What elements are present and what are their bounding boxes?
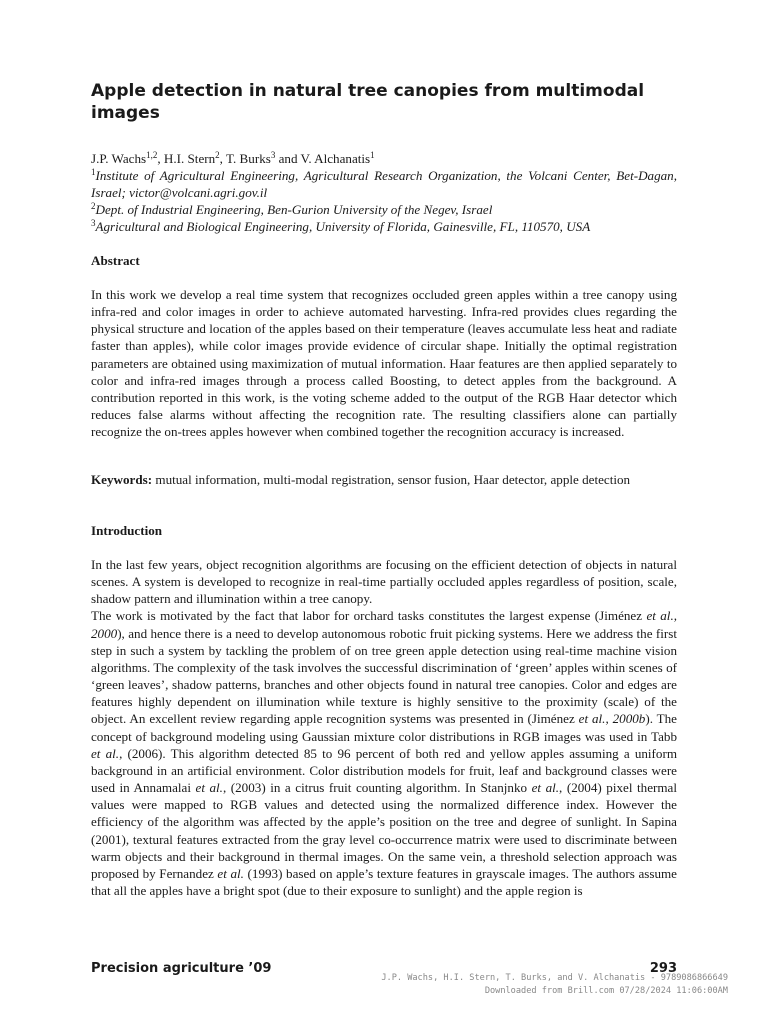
intro-text: ). The concept of background modeling using Gaussian mixture color distributions in RGB images was used in Tabb <box>91 711 677 744</box>
author-sup: 2 <box>215 150 220 160</box>
intro-text: , (2006). This algorithm detected 85 to 96 percent of both red and yellow apples assuming a uniform background in an artificial environment. Color distribution models for fruit, leaf and background classes were used in Annamalai <box>91 745 678 796</box>
citation-etal: et al. <box>195 780 223 796</box>
affiliation-sup: 1 <box>91 167 96 177</box>
footer-journal: Precision agriculture ’09 <box>91 961 272 976</box>
affiliation-text: Institute of Agricultural Engineering, Agricultural Research Organization, the Volcani Center, Bet-Dagan, Israel; victor@volcani.agri.gov.il <box>91 168 677 200</box>
download-watermark <box>381 972 728 998</box>
citation-etal: et al., 2000 <box>91 608 677 641</box>
intro-text: ), and hence there is a need to develop autonomous robotic fruit picking systems. Here we address the first step in such a system by tackling the problem of on tree green apple detection using real-time machine vision algorithms. The complexity of the task involves the successful discrimination of ‘green’ apples within scenes of ‘green leaves’, shadow patterns, branches and other objects found in natural tree canopies. Color and edges are features highly dependent on illumination while texture is highly sensitive to the proximity (scale) of the object. An excellent review regarding apple recognition systems was presented in (Jiménez <box>91 625 677 727</box>
affiliation-3 <box>91 218 677 235</box>
author-sup: 3 <box>270 150 276 160</box>
watermark-line-2: Downloaded from Brill.com 07/28/2024 11:06:00AM <box>484 986 728 996</box>
author-name: J.P. Wachs <box>91 151 147 166</box>
page-number: 293 <box>649 961 677 976</box>
author-sup: 1,2 <box>146 150 158 160</box>
intro-text: , (2004) pixel thermal values were mapped to RGB values and detected using the normalized difference index. However the efficiency of the algorithm was affected by the apple’s position on the tree and degree of sunlight. In Sapina (2001), textural features extracted from the gray level co-occurrence matrix were used to discriminate between warm objects and their background in thermal images. On the same vein, a threshold selection approach was proposed by Fernandez <box>91 780 677 881</box>
citation-etal: et al. <box>217 865 244 881</box>
abstract-text: In this work we develop a real time system that recognizes occluded green apples within a tree canopy using infra-red and color images in order to achieve automated harvesting. Infra-red provides clues regarding the physical structure and location of the apples based on their temperature (leaves accumulate less heat and radiate faster than apples), while color images provide evidence of circular shape. Initially the optimal registration parameters are obtained using maximization of mutual information. Haar features are then applied separately to color and infra-red images through a process called Boosting, to detect apples from the background. A contribution reported in this work, is the voting scheme added to the output of the RGB Haar detector which reduces false alarms without affecting the recognition rate. The resulting classifiers alone can partially recognize the on-trees apples however when combined together the recognition accuracy is increased. <box>91 287 677 440</box>
intro-paragraph-1: In the last few years, object recognition algorithms are focusing on the efficient detection of objects in natural scenes. A system is developed to recognize in real-time partially occluded apples regardless of position, scale, shadow pattern and illumination within a tree canopy. <box>91 557 677 607</box>
author-name: and V. Alchanatis <box>275 151 371 166</box>
affiliation-2 <box>91 201 677 218</box>
abstract-heading: Abstract <box>91 253 140 268</box>
citation-etal: et al., 2000b <box>578 711 646 727</box>
affiliation-text: Agricultural and Biological Engineering, University of Florida, Gainesville, FL, 110570, USA <box>95 219 591 234</box>
author-name: , T. Burks <box>219 151 271 166</box>
intro-paragraph-2 <box>91 607 677 899</box>
keywords-text: mutual information, multi-modal registration, sensor fusion, Haar detector, apple detection <box>152 472 631 487</box>
author-name: , H.I. Stern <box>157 151 216 166</box>
paper-title: Apple detection in natural tree canopies from multimodal images <box>91 81 645 123</box>
intro-text: , (2003) in a citrus fruit counting algorithm. In Stanjnko <box>222 780 532 796</box>
affiliation-text: Dept. of Industrial Engineering, Ben-Gurion University of the Negev, Israel <box>95 202 493 217</box>
author-list <box>91 150 677 167</box>
watermark-line-1: J.P. Wachs, H.I. Stern, T. Burks, and V. Alchanatis - 9789086866649 <box>381 973 728 983</box>
introduction-heading: Introduction <box>91 523 163 538</box>
citation-etal: et al. <box>531 780 560 796</box>
intro-text: The work is motivated by the fact that labor for orchard tasks constitutes the largest expense (Jiménez <box>91 608 647 624</box>
affiliation-sup: 3 <box>91 218 96 228</box>
citation-etal: et al. <box>91 745 120 761</box>
keywords <box>91 471 677 488</box>
affiliation-sup: 2 <box>91 201 96 211</box>
intro-text: (1993) based on apple’s texture features in grayscale images. The authors assume that all the apples have a bright spot (due to their exposure to sunlight) and the apple region is <box>91 865 677 898</box>
author-sup: 1 <box>370 150 375 160</box>
keywords-label: Keywords: <box>91 472 153 487</box>
author-block <box>91 150 677 235</box>
introduction-body <box>91 556 677 899</box>
affiliation-1 <box>91 167 677 201</box>
